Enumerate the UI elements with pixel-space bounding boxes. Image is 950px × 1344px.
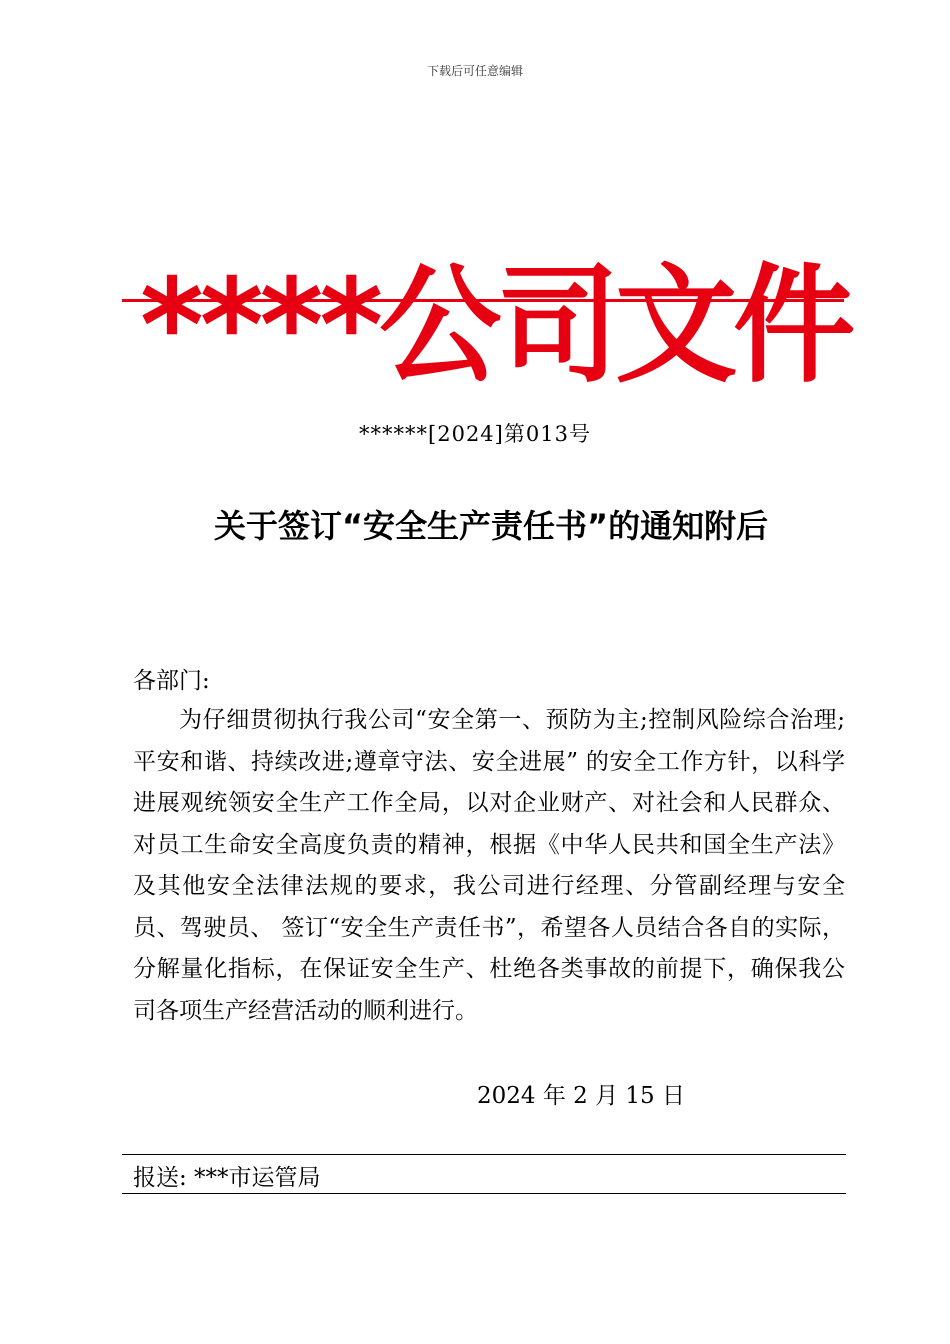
document-title: 关于签订“安全生产责任书”的通知附后 xyxy=(214,507,769,545)
body-paragraph: 为仔细贯彻执行我公司“安全第一、预防为主;控制风险综合治理;平安和谐、持续改进;遵章守法、安全进展” 的安全工作方针，以科学进展观统领安全生产工作全局，以对企业财产、对社会和人民群众、对员工生命安全高度负责的精神，根据《中华人民共和国全生产法》及其他安全法律法规的要求，我公司进行经理、分管副经理与安全员、驾驶员、 签订“安全生产责任书”，希望各人员结合各自的实际，分解量化指标，在保证安全生产、杜绝各类事故的前提下，确保我公司各项生产经营活动的顺利进行。 xyxy=(133,707,845,1024)
footer-rule-top xyxy=(122,1154,846,1155)
issue-date: 2024 年 2 月 15 日 xyxy=(477,1083,685,1109)
header-note: 下载后可任意编辑 xyxy=(426,64,523,78)
letterhead-title: ****公司文件 xyxy=(140,251,852,401)
footer-rule-bottom xyxy=(122,1193,846,1194)
salutation: 各部门: xyxy=(133,668,210,694)
recipient-line: 报送: ***市运管局 xyxy=(133,1165,321,1191)
document-number: ******[2024]第013号 xyxy=(359,422,591,446)
